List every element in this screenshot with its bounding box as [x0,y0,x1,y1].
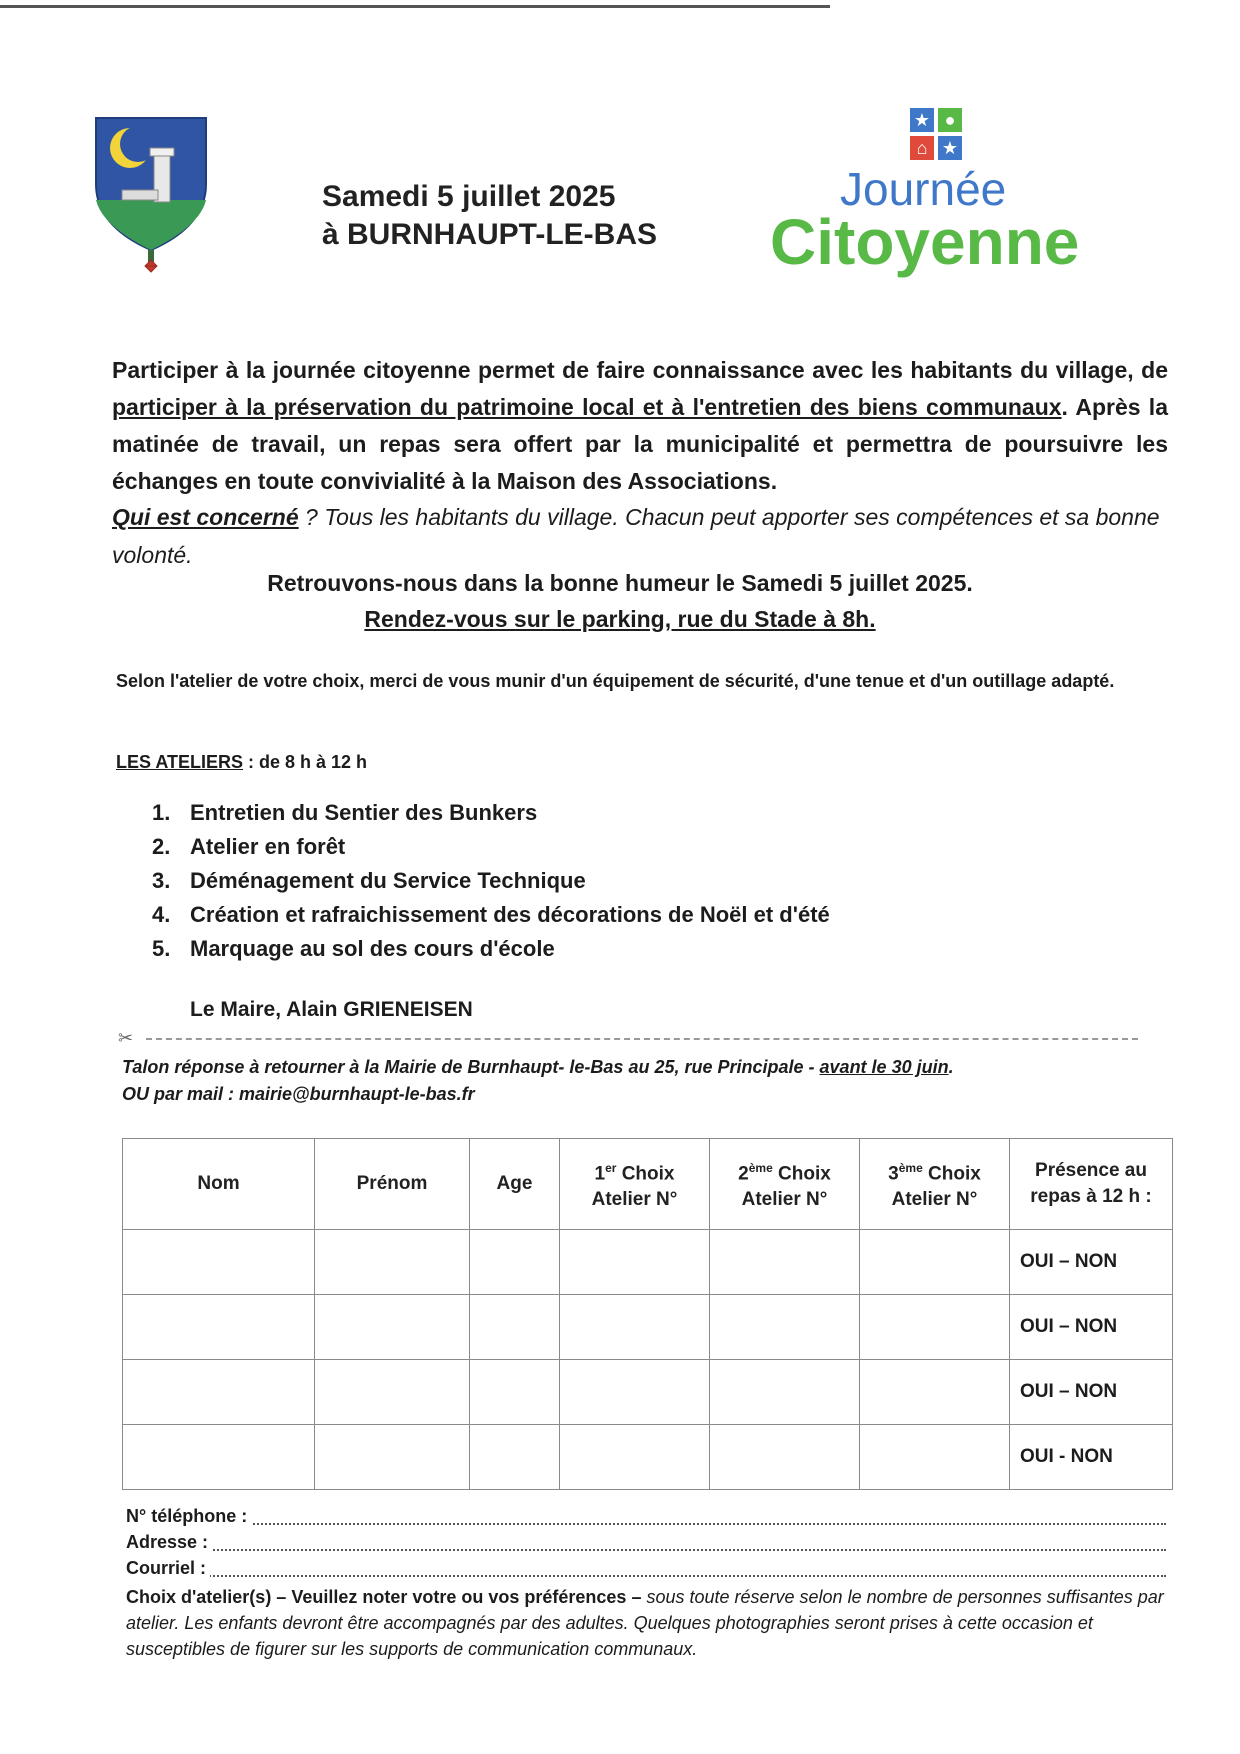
intro-text-1: Participer à la journée citoyenne permet de faire connaissance avec les habitants du village, de [112,357,1168,383]
header-nom: Nom [123,1139,315,1230]
return-slip-instructions [122,1054,954,1108]
cut-line [118,1028,1138,1048]
who-answer: ? Tous les habitants du village. Chacun peut apporter ses compétences et sa bonne volonté. [112,504,1160,568]
contact-fields [126,1506,1166,1584]
cell-nom[interactable] [123,1230,315,1295]
list-item-number: 4. [152,902,171,927]
return-address-text: Talon réponse à retourner à la Mairie de Burnhaupt- le-Bas au 25, rue Principale - [122,1057,820,1077]
cell-choix-1[interactable] [560,1230,710,1295]
who-question: Qui est concerné [112,504,299,530]
cell-presence[interactable]: OUI – NON [1010,1360,1173,1425]
cell-age[interactable] [470,1360,560,1425]
list-item-number: 5. [152,936,171,961]
list-item [152,898,830,932]
list-item-number: 3. [152,868,171,893]
return-slip-line-1 [122,1054,954,1081]
cell-prenom[interactable] [315,1295,470,1360]
header-age: Age [470,1139,560,1230]
header-choix-1 [560,1139,710,1230]
list-item [152,830,830,864]
cell-choix-3[interactable] [860,1230,1010,1295]
table-row [123,1425,1173,1490]
table-header-row [123,1139,1173,1230]
atelier-label: Atelier N° [891,1189,978,1211]
choice-number: 2 [738,1163,749,1185]
equipment-note: Selon l'atelier de votre choix, merci de vous munir d'un équipement de sécurité, d'une tenue et d'un outillage adapté. [116,671,1115,691]
deadline-text: avant le 30 juin [819,1057,949,1077]
who-paragraph [112,498,1168,574]
footer-italic: sous toute réserve selon le nombre de personnes suffisantes par atelier. Les enfants devront être accompagnés par des adultes. Quelques photographies seront prises à cette occasion et susceptibles de figurer sur les supports de communication communaux. [126,1587,1164,1659]
dashed-divider [146,1038,1138,1040]
cell-age[interactable] [470,1295,560,1360]
choice-ordinal: ème [748,1160,773,1175]
top-border-line [0,5,830,8]
cell-choix-2[interactable] [710,1360,860,1425]
phone-dotted-line [126,1523,1166,1525]
choice-number: 1 [594,1163,606,1185]
ateliers-label: LES ATELIERS [116,752,244,772]
cell-age[interactable] [470,1230,560,1295]
journee-citoyenne-logo: ★ ● ⌂ ★ Journée Citoyenne [770,110,1080,278]
cell-presence[interactable]: OUI – NON [1010,1295,1173,1360]
cell-prenom[interactable] [315,1360,470,1425]
cell-presence[interactable]: OUI - NON [1010,1425,1173,1490]
meeting-line-2: Rendez-vous sur le parking, rue du Stade à 8h. [364,606,876,632]
cell-choix-1[interactable] [560,1295,710,1360]
email-dotted-line [126,1575,1166,1577]
atelier-label: Atelier N° [591,1189,678,1211]
mayor-signature: Le Maire, Alain GRIENEISEN [190,998,473,1021]
registration-table [122,1138,1173,1490]
phone-field[interactable] [126,1506,1166,1532]
presence-label-1: Présence au [1035,1160,1147,1181]
header-presence [1010,1139,1173,1230]
address-field[interactable] [126,1532,1166,1558]
cell-choix-3[interactable] [860,1295,1010,1360]
cell-choix-2[interactable] [710,1295,860,1360]
cell-choix-1[interactable] [560,1360,710,1425]
cell-nom[interactable] [123,1360,315,1425]
list-item-number: 1. [152,800,171,825]
logo-word-citoyenne: Citoyenne [770,206,1080,278]
list-item-number: 2. [152,834,171,859]
ateliers-time: : de 8 h à 12 h [243,752,368,772]
cell-choix-1[interactable] [560,1425,710,1490]
cell-presence[interactable]: OUI – NON [1010,1230,1173,1295]
email-label: Courriel : [126,1558,210,1579]
cell-choix-2[interactable] [710,1230,860,1295]
table-row [123,1360,1173,1425]
municipal-crest-icon [92,114,210,284]
list-item [152,864,830,898]
return-slip-line-2: OU par mail : mairie@burnhaupt-le-bas.fr [122,1084,475,1104]
event-header [322,178,657,254]
list-item-label: Atelier en forêt [190,834,346,859]
cell-nom[interactable] [123,1425,315,1490]
address-label: Adresse : [126,1532,212,1553]
scissors-icon: ✂ [118,1028,134,1048]
list-item-label: Déménagement du Service Technique [190,868,586,893]
choice-word: Choix [772,1163,831,1185]
header-prenom: Prénom [315,1139,470,1230]
footer-bold: Choix d'atelier(s) – Veuillez noter votre ou vos préférences – [126,1587,642,1607]
list-item-label: Marquage au sol des cours d'école [190,936,555,961]
event-place: à BURNHAUPT-LE-BAS [322,218,658,251]
choice-word: Choix [922,1163,981,1185]
cell-nom[interactable] [123,1295,315,1360]
cell-choix-2[interactable] [710,1425,860,1490]
event-date: Samedi 5 juillet 2025 [322,180,616,213]
cell-prenom[interactable] [315,1425,470,1490]
choice-number: 3 [888,1163,899,1185]
footer-note [126,1584,1176,1662]
phone-label: N° téléphone : [126,1506,251,1527]
cell-choix-3[interactable] [860,1360,1010,1425]
presence-label-2: repas à 12 h : [1030,1186,1152,1207]
intro-text-2: . Après la matinée de travail, un repas sera offert par la municipalité et permettra de poursuivre les échanges en toute convivialité à la Maison des Associations. [112,394,1168,494]
cell-prenom[interactable] [315,1230,470,1295]
email-field[interactable] [126,1558,1166,1584]
cell-age[interactable] [470,1425,560,1490]
table-row [123,1230,1173,1295]
ateliers-list [152,796,830,966]
choice-word: Choix [616,1163,675,1185]
meeting-line-1: Retrouvons-nous dans la bonne humeur le Samedi 5 juillet 2025. [267,570,973,596]
intro-underlined: participer à la préservation du patrimoine local et à l'entretien des biens communaux [112,394,1062,420]
list-item [152,932,830,966]
deadline-period: . [948,1057,954,1077]
cell-choix-3[interactable] [860,1425,1010,1490]
header-choix-3 [860,1139,1010,1230]
table-row [123,1295,1173,1360]
intro-paragraph [112,352,1168,500]
atelier-label: Atelier N° [741,1189,828,1211]
ateliers-heading [116,752,367,773]
logo-word-journee: Journée [840,163,1007,215]
list-item-label: Entretien du Sentier des Bunkers [190,800,538,825]
list-item [152,796,830,830]
list-item-label: Création et rafraichissement des décorations de Noël et d'été [190,902,830,927]
address-dotted-line [126,1549,1166,1551]
choice-ordinal: ème [898,1160,923,1175]
choice-ordinal: er [605,1160,617,1175]
header-choix-2 [710,1139,860,1230]
